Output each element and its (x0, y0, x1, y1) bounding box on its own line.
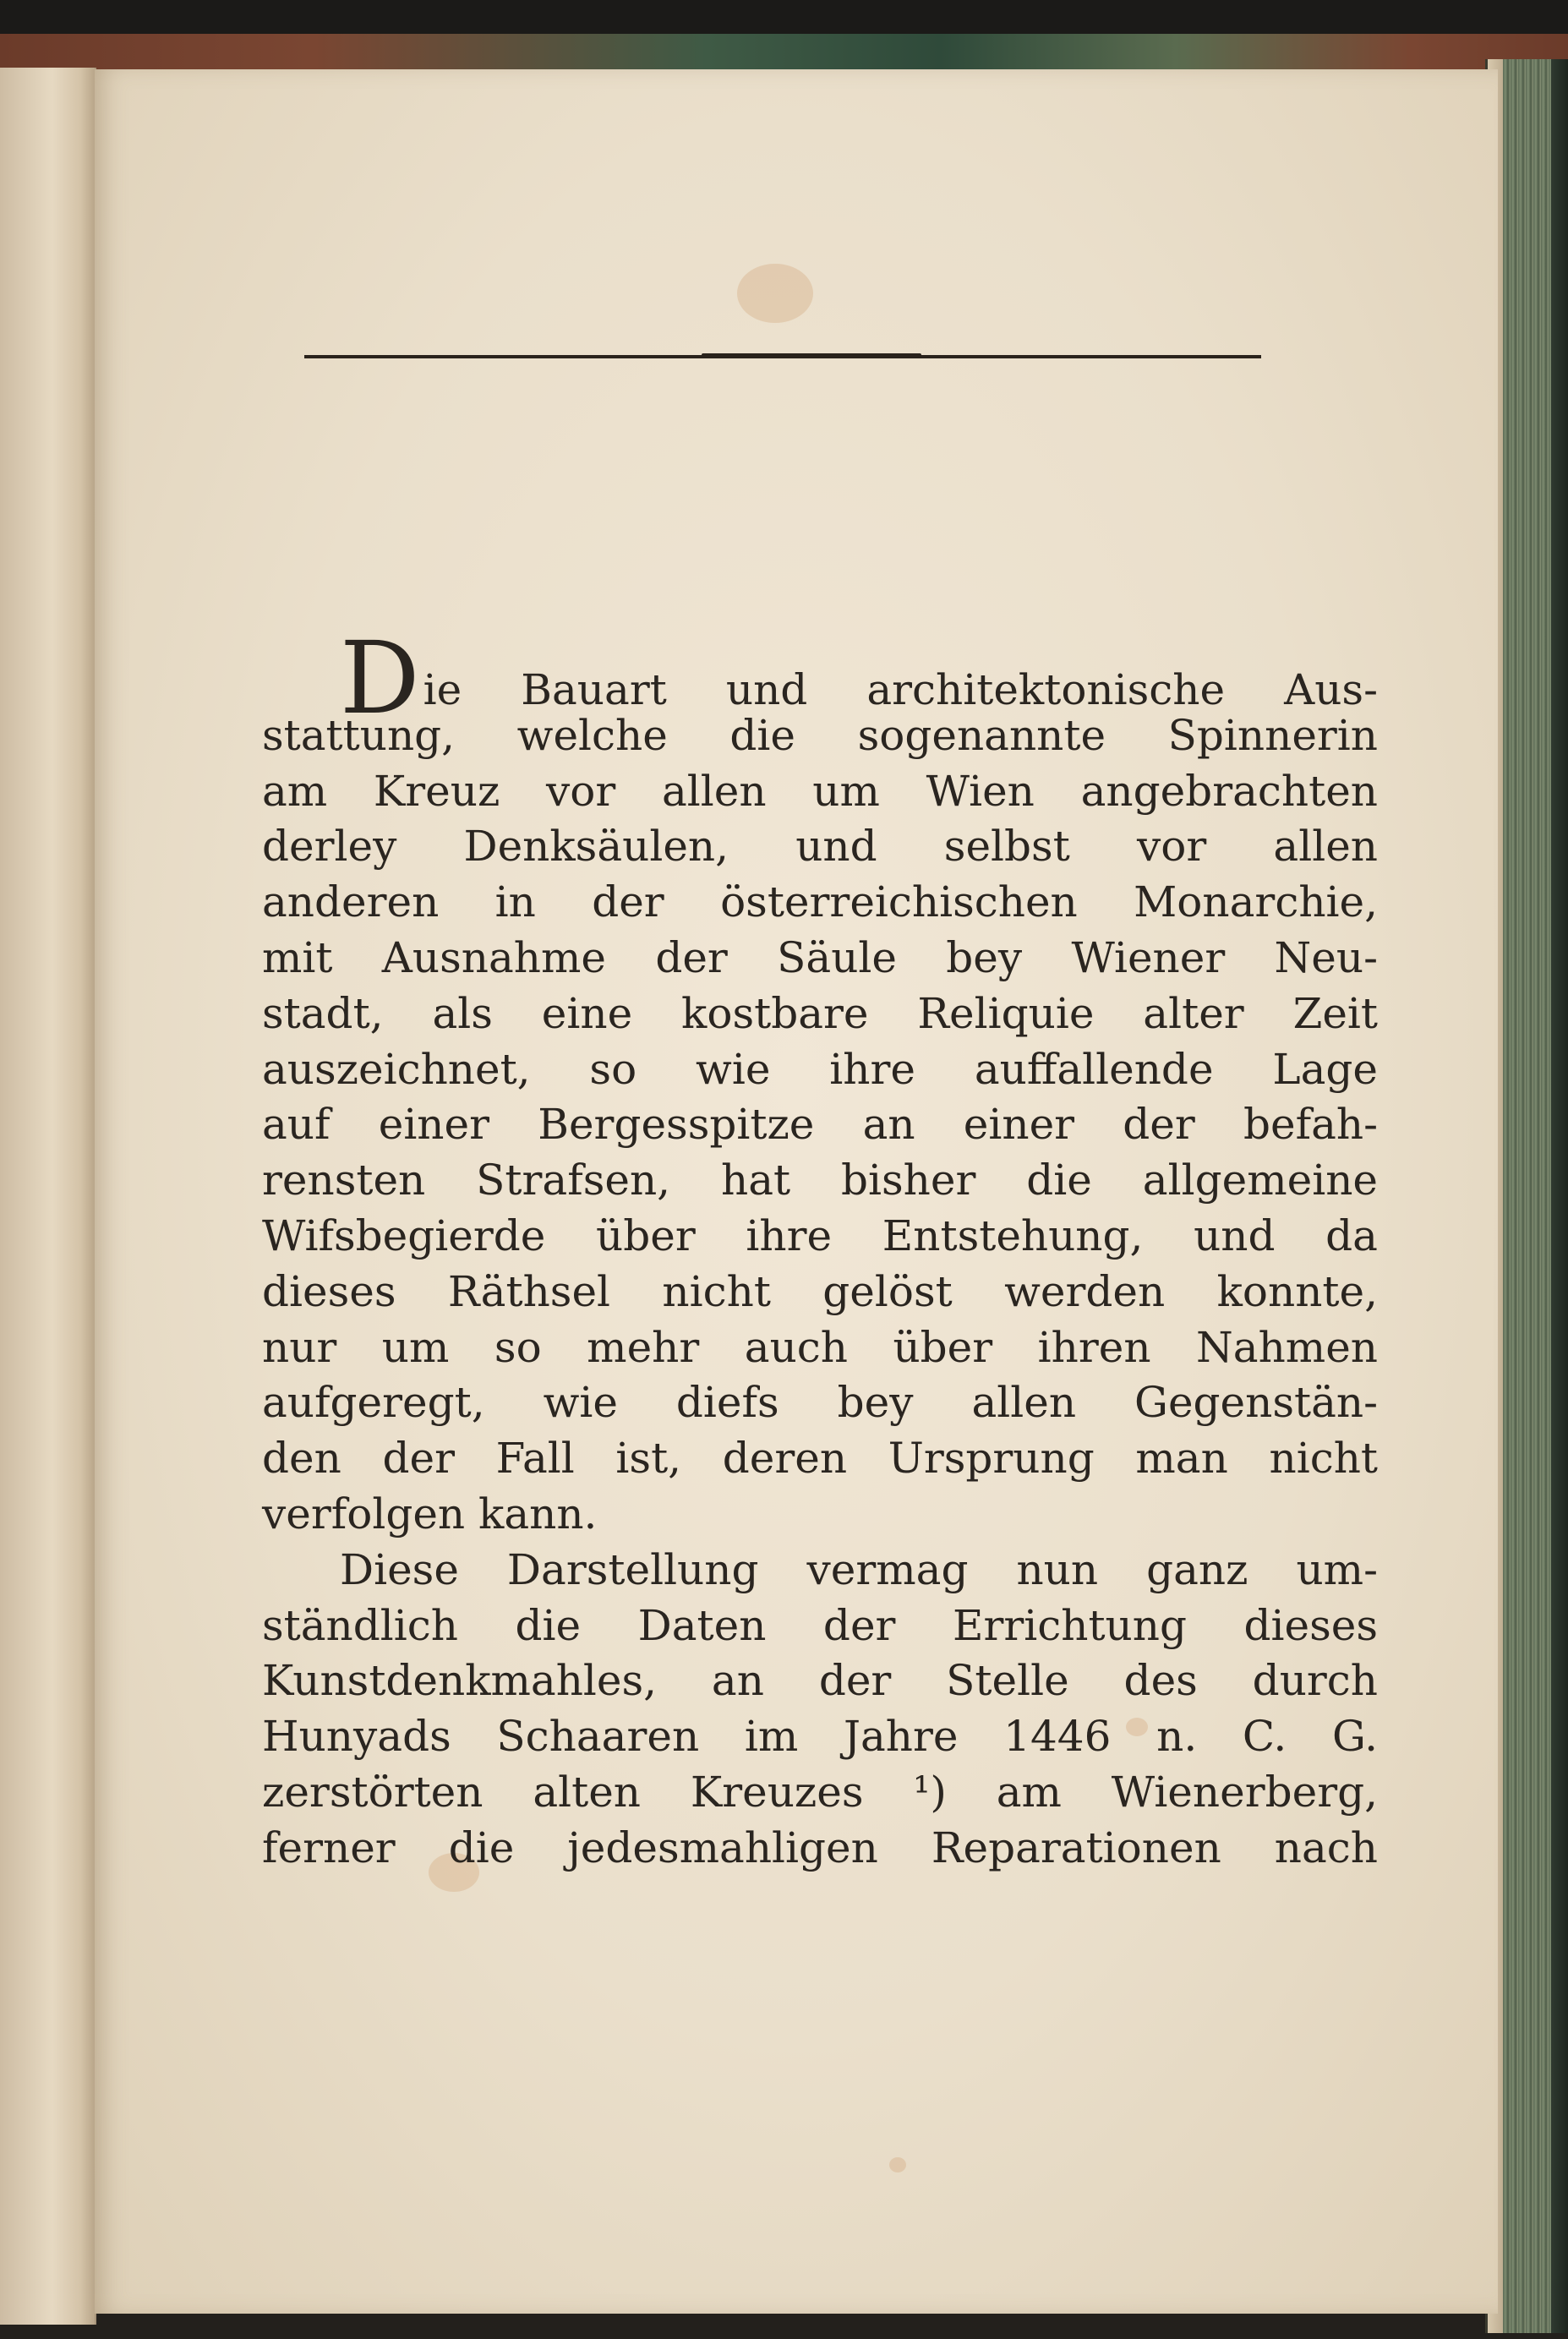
text-line: Die Bauart und architektonische Aus- (340, 620, 1378, 736)
text-line: ferner die jedesmahligen Reparationen nach (262, 1823, 1378, 1872)
text-line: Hunyads Schaaren im Jahre 1446 n. C. G. (262, 1712, 1378, 1762)
text-line: aufgeregt, wie diefs bey allen Gegenstän- (262, 1378, 1378, 1428)
text-line: stattung, welche die sogenannte Spinnerin (262, 710, 1378, 760)
text-line: den der Fall ist, deren Ursprung man nicht (262, 1434, 1378, 1484)
book-page (95, 69, 1498, 2314)
paragraph-2 (262, 1543, 1378, 1877)
text-line: verfolgen kann. (262, 1489, 598, 1538)
text-line: anderen in der österreichischen Monarchie, (262, 877, 1378, 927)
header-rule (304, 355, 1261, 358)
text-line: zerstörten alten Kreuzes ¹) am Wienerberg, (262, 1767, 1378, 1817)
text-line: Diese Darstellung vermag nun ganz um- (340, 1544, 1378, 1594)
book-cover-edge (1551, 59, 1568, 2333)
text-line: stadt, als eine kostbare Reliquie alter Zeit (262, 988, 1378, 1038)
text-line: Wifsbegierde über ihre Entstehung, und da (262, 1210, 1378, 1260)
text-line: nur um so mehr auch über ihren Nahmen (262, 1322, 1378, 1372)
drop-cap: D (340, 620, 420, 736)
foxing-spot (889, 2157, 906, 2172)
foxing-spot (737, 264, 813, 323)
text-line: auf einer Bergesspitze an einer der befah- (262, 1100, 1378, 1150)
text-line: am Kreuz vor allen um Wien angebrachten (262, 766, 1378, 816)
paragraph-1 (262, 620, 1378, 1543)
text-line: derley Denksäulen, und selbst vor allen (262, 822, 1378, 872)
text-line: ständlich die Daten der Errichtung dieses (262, 1600, 1378, 1650)
left-page-edge (0, 68, 96, 2325)
text-line: Kunstdenkmahles, an der Stelle des durch (262, 1656, 1378, 1706)
text-line: dieses Räthsel nicht gelöst werden konnte, (262, 1266, 1378, 1316)
body-text (262, 620, 1378, 1877)
text-line: auszeichnet, so wie ihre auffallende Lage (262, 1044, 1378, 1094)
text-line: rensten Strafsen, hat bisher die allgemeine (262, 1156, 1378, 1205)
text-line: mit Ausnahme der Säule bey Wiener Neu- (262, 932, 1378, 982)
